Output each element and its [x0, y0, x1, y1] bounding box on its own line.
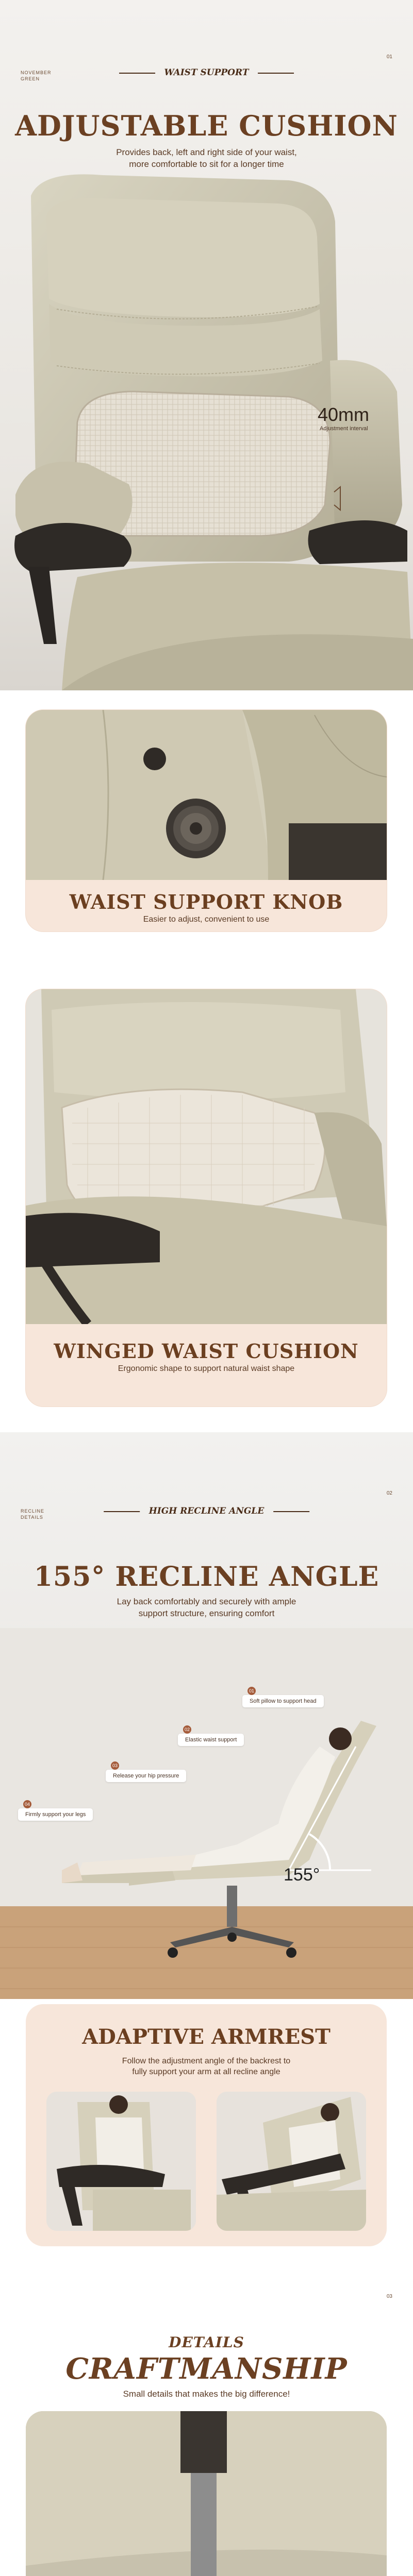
section-label: WAIST SUPPORT [155, 66, 258, 79]
winged-card [26, 989, 387, 1406]
recline-section-label: HIGH RECLINE ANGLE [140, 1504, 274, 1518]
craft-section-number: 03 [386, 2294, 392, 2299]
feet-photo [26, 2411, 387, 2576]
armrest-subtitle-line1: Follow the adjustment angle of the backrest to [122, 2057, 291, 2065]
callout-head-pillow: 01 Soft pillow to support head [242, 1695, 324, 1707]
recline-section-number: 02 [386, 1490, 392, 1496]
recline-headline: 155° RECLINE ANGLE [34, 1561, 379, 1592]
craft-kicker: DETAILS [169, 2334, 244, 2351]
armrest-subtitle-line2: fully support your arm at all recline angle [132, 2067, 280, 2076]
recline-angle-label: 155° [284, 1865, 320, 1885]
craftmanship-section [0, 2287, 413, 2576]
knob-subtitle: Easier to adjust, convenient to use [143, 915, 270, 924]
recline-brand-label: RECLINE DETAILS [21, 1509, 45, 1520]
section-number: 01 [386, 54, 392, 60]
brand-label: NOVEMBER GREEN [21, 70, 52, 81]
callout-leg-support: 04 Firmly support your legs [18, 1808, 93, 1821]
headline: ADJUSTABLE CUSHION [15, 109, 398, 142]
feet-card [26, 2411, 387, 2576]
craft-headline: CRAFTMANSHIP [65, 2352, 348, 2386]
winged-title: WINGED WAIST CUSHION [54, 1340, 359, 1363]
measure-label: Adjustment interval [320, 426, 368, 432]
callout-waist-support: 02 Elastic waist support [178, 1734, 244, 1746]
subtitle-line1: Provides back, left and right side of your waist, [116, 147, 297, 157]
chair-cushion-illustration [0, 0, 413, 690]
knob-photo [26, 710, 387, 880]
callout-hip-pressure: 03 Release your hip pressure [106, 1770, 186, 1782]
recline-section [0, 1432, 413, 2009]
craft-subtitle: Small details that makes the big difference! [123, 2389, 290, 2399]
measure-value: 40mm [318, 404, 370, 425]
winged-cushion-photo [26, 989, 387, 1324]
armrest-title: ADAPTIVE ARMREST [82, 2025, 331, 2049]
armrest-photo-upright [46, 2092, 196, 2231]
knob-card [26, 710, 387, 931]
recline-subtitle-line2: support structure, ensuring comfort [138, 1608, 275, 1618]
armrest-card [26, 2004, 387, 2246]
subtitle-line2: more comfortable to sit for a longer time [129, 159, 284, 169]
armrest-photo-reclined [217, 2092, 366, 2231]
recline-subtitle-line1: Lay back comfortably and securely with ample [117, 1597, 296, 1606]
waist-support-section [0, 0, 413, 690]
knob-title: WAIST SUPPORT KNOB [69, 890, 343, 913]
armrest-section [0, 1999, 413, 2287]
winged-subtitle: Ergonomic shape to support natural waist shape [118, 1364, 295, 1373]
